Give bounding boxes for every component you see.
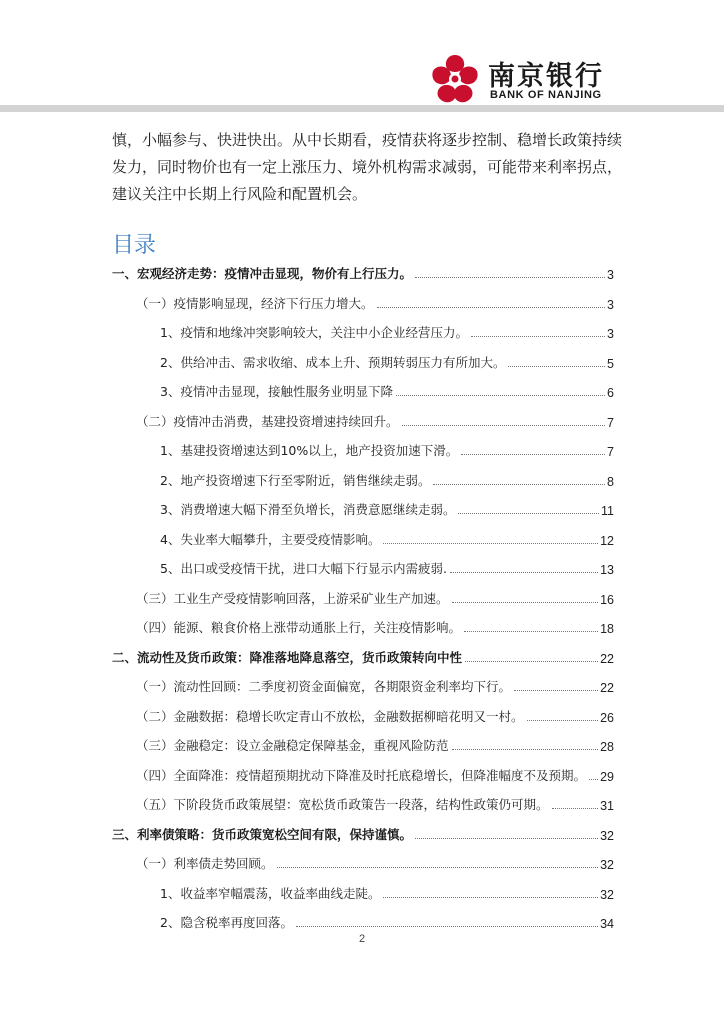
toc-dot-leader xyxy=(296,925,598,927)
toc-entry[interactable] xyxy=(136,734,614,754)
toc-entry[interactable] xyxy=(160,439,614,459)
toc-dot-leader xyxy=(461,453,605,455)
toc-entry[interactable] xyxy=(112,262,614,282)
toc-entry[interactable] xyxy=(160,498,614,518)
toc-dot-leader xyxy=(527,719,599,721)
toc-dot-leader xyxy=(377,306,606,308)
toc-entry-text: 3、消费增速大幅下滑至负增长，消费意愿继续走弱。 xyxy=(160,502,456,517)
toc-page-number: 16 xyxy=(600,592,614,607)
toc-dot-leader xyxy=(402,424,606,426)
toc-entry[interactable] xyxy=(136,852,614,872)
toc-page-number: 31 xyxy=(600,799,614,813)
page-header xyxy=(0,0,724,118)
toc-page-number: 5 xyxy=(607,356,614,371)
toc-entry-text: 1、收益率窄幅震荡，收益率曲线走陡。 xyxy=(160,885,381,901)
toc-page-number: 3 xyxy=(607,268,614,282)
toc-page-number: 3 xyxy=(607,297,614,312)
toc-page-number: 28 xyxy=(600,740,614,754)
toc-entry[interactable] xyxy=(136,616,614,636)
toc-dot-leader xyxy=(508,365,605,367)
toc-entry[interactable] xyxy=(136,410,614,430)
toc-entry[interactable] xyxy=(160,882,614,902)
toc-page-number: 32 xyxy=(600,887,614,902)
page-number: 2 xyxy=(358,933,366,945)
toc-title: 目录 xyxy=(112,233,157,258)
header-divider xyxy=(0,105,724,112)
toc-entry[interactable] xyxy=(136,587,614,607)
bank-emblem-icon xyxy=(428,52,482,106)
toc-entry-text: （五）下阶段货币政策展望：宽松货币政策告一段落，结构性政策仍可期。 xyxy=(136,797,549,812)
intro-paragraph: 慎，小幅参与、快进快出。从中长期看，疫情获将逐步控制、稳增长政策持续发力，同时物价也有一定上涨压力、境外机构需求减弱，可能带来利率拐点，建议关注中长期上行风险和配置机会。 xyxy=(112,131,623,203)
toc-dot-leader xyxy=(415,837,598,839)
toc-entry-text: 1、疫情和地缘冲突影响较大，关注中小企业经营压力。 xyxy=(160,325,468,340)
toc-entry-text: 2、隐含税率再度回落。 xyxy=(160,915,293,930)
toc-entry-text: （二）疫情冲击消费，基建投资增速持续回升。 xyxy=(136,413,399,429)
toc-dot-leader xyxy=(450,571,598,573)
toc-entry-text: 二、流动性及货币政策：降准落地降息落空，货币政策转向中性 xyxy=(112,649,463,665)
toc-dot-leader xyxy=(458,512,599,514)
toc-page-number: 34 xyxy=(600,917,614,931)
toc-page-number: 32 xyxy=(600,858,614,872)
toc-dot-leader xyxy=(465,660,598,662)
toc-dot-leader xyxy=(552,807,599,809)
toc-entry[interactable] xyxy=(136,793,614,813)
toc-entry-text: （四）能源、粮食价格上涨带动通胀上行，关注疫情影响。 xyxy=(136,620,462,635)
toc-entry-text: 2、地产投资增速下行至零附近，销售继续走弱。 xyxy=(160,472,431,488)
toc-entry-text: 1、基建投资增速达到10%以上，地产投资加速下滑。 xyxy=(160,443,459,458)
toc-dot-leader xyxy=(471,335,605,337)
toc-dot-leader xyxy=(433,483,605,485)
toc-entry[interactable] xyxy=(160,351,614,371)
toc-entry[interactable] xyxy=(136,764,614,784)
toc-dot-leader xyxy=(383,896,598,898)
toc-dot-leader xyxy=(452,748,599,750)
toc-entry-text: 5、出口或受疫情干扰，进口大幅下行显示内需疲弱. xyxy=(160,561,447,576)
toc-entry[interactable] xyxy=(112,646,614,666)
toc-page-number: 12 xyxy=(600,533,614,548)
toc-entry[interactable] xyxy=(160,469,614,489)
toc-entry-text: （一）利率债走势回顾。 xyxy=(136,856,274,871)
toc-entry[interactable] xyxy=(160,911,614,931)
toc-dot-leader xyxy=(589,778,598,780)
toc-entry[interactable] xyxy=(136,675,614,695)
toc-dot-leader xyxy=(514,689,598,691)
toc-entry-text: 三、利率债策略：货币政策宽松空间有限，保持谨慎。 xyxy=(112,826,413,842)
toc-entry[interactable] xyxy=(160,528,614,548)
toc-page-number: 29 xyxy=(600,769,614,784)
toc-dot-leader xyxy=(464,630,598,632)
toc-entry-text: （一）疫情影响显现，经济下行压力增大。 xyxy=(136,295,374,311)
toc-page-number: 22 xyxy=(600,651,614,666)
toc-entry[interactable] xyxy=(136,705,614,725)
toc-dot-leader xyxy=(277,866,599,868)
toc-entry-text: （三）金融稳定：设立金融稳定保障基金，重视风险防范 xyxy=(136,738,449,753)
toc-page-number: 26 xyxy=(600,710,614,725)
toc-entry-text: 一、宏观经济走势：疫情冲击显现，物价有上行压力。 xyxy=(112,266,413,281)
toc-entry[interactable] xyxy=(160,380,614,400)
toc-entry-text: （一）流动性回顾：二季度初资金面偏宽，各期限资金利率均下行。 xyxy=(136,679,512,694)
toc-page-number: 6 xyxy=(607,386,614,400)
bank-logo-english: BANK OF NANJING xyxy=(490,89,602,101)
toc-page-number: 3 xyxy=(607,327,614,341)
toc-dot-leader xyxy=(415,276,605,278)
toc-page-number: 22 xyxy=(600,681,614,695)
bank-logo-chinese: 南京银行 xyxy=(488,61,604,92)
toc-page-number: 7 xyxy=(607,415,614,430)
toc-entry-text: 2、供给冲击、需求收缩、成本上升、预期转弱压力有所加大。 xyxy=(160,354,506,370)
toc-entry-text: （二）金融数据：稳增长吹定青山不放松，金融数据柳暗花明又一村。 xyxy=(136,708,524,724)
toc-entry-text: 4、失业率大幅攀升，主要受疫情影响。 xyxy=(160,531,381,547)
toc-dot-leader xyxy=(383,542,598,544)
toc-entry-text: 3、疫情冲击显现，接触性服务业明显下降 xyxy=(160,384,393,399)
toc-page-number: 32 xyxy=(600,828,614,843)
toc-entry[interactable] xyxy=(160,557,614,577)
toc-page-number: 18 xyxy=(600,622,614,636)
toc-entry[interactable] xyxy=(112,823,614,843)
toc-page-number: 7 xyxy=(607,445,614,459)
toc-page-number: 11 xyxy=(601,504,614,518)
toc-dot-leader xyxy=(396,394,605,396)
toc-entry-text: （四）全面降准：疫情超预期扰动下降准及时托底稳增长，但降准幅度不及预期。 xyxy=(136,767,587,783)
toc-page-number: 13 xyxy=(600,563,614,577)
toc-entry[interactable] xyxy=(136,292,614,312)
toc-dot-leader xyxy=(452,601,599,603)
toc-entry[interactable] xyxy=(160,321,614,341)
toc-page-number: 8 xyxy=(607,474,614,489)
toc-entry-text: （三）工业生产受疫情影响回落，上游采矿业生产加速。 xyxy=(136,590,449,606)
